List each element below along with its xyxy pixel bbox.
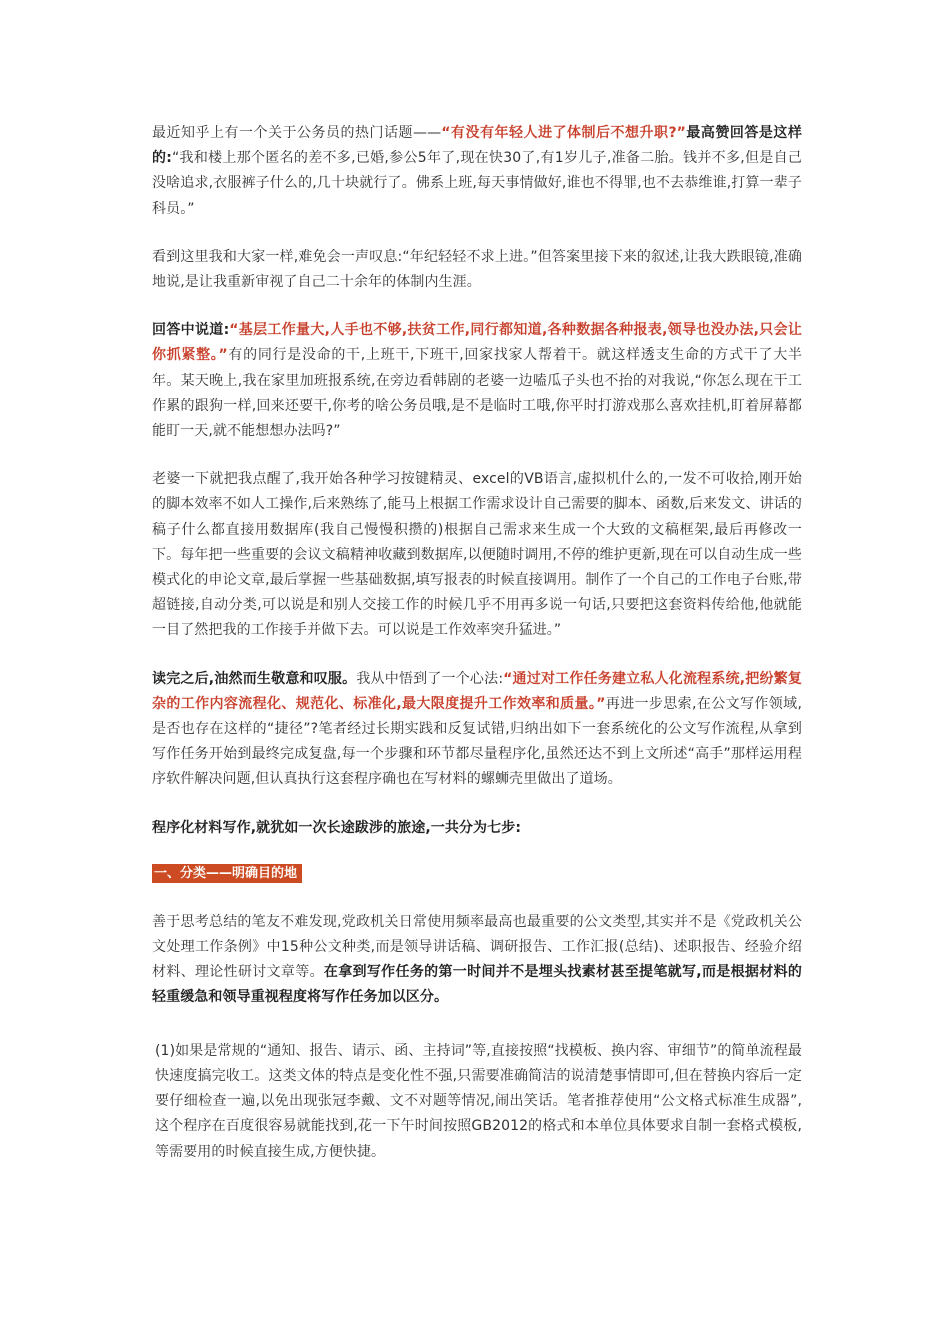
seven-steps-text: 程序化材料写作,就犹如一次长途跋涉的旅途,一共分为七步: bbox=[152, 819, 522, 836]
paragraph-wife-advice bbox=[152, 467, 802, 643]
paragraph-seven-steps bbox=[152, 816, 802, 841]
intro-text: 最近知乎上有一个关于公务员的热门话题—— bbox=[152, 125, 442, 141]
insight-mid: 我从中悟到了一个心法: bbox=[356, 670, 504, 687]
answer-lead: 回答中说道: bbox=[152, 322, 230, 339]
top-answer-lead: 最高赞回答是这样的: bbox=[152, 125, 802, 167]
reaction-text: 看到这里我和大家一样,难免会一声叹息:“年纪轻轻不求上进。”但答案里接下来的叙述,让我大跌眼镜,准确地说,是让我重新审视了自己二十余年的体制内生涯。 bbox=[152, 248, 802, 291]
paragraph-classification bbox=[152, 910, 802, 1011]
paragraph-routine-documents bbox=[152, 1039, 802, 1165]
wife-advice-text: 老婆一下就把我点醒了,我开始各种学习按键精灵、excel的VB语言,虚拟机什么的,一发不可收拾,刚开始的脚本效率不如人工操作,后来熟练了,能马上根据工作需求设计自己需要的脚本、函数,后来发文、讲话的稿子什么都直接用数据库(我自己慢慢积攒的)根据自己需求来生成一个大致的文稿框架,最后再修改一下。每年把一些重要的会议文稿精神收藏到数据库,以便随时调用,不停的维护更新,现在可以自动生成一些模式化的申论文章,最后掌握一些基础数据,填写报表的时候直接调用。制作了一个自己的工作电子台账,带超链接,自动分类,可以说是和别人交接工作的时候几乎不用再多说一句话,只要把这套资料传给他,他就能一目了然把我的工作接手并做下去。可以说是工作效率突升猛进。” bbox=[152, 471, 802, 639]
insight-text: 再进一步思索,在公文写作领域,是否也存在这样的“捷径”?笔者经过长期实践和反复试错,归纳出如下一套系统化的公文写作流程,从拿到写作任务开始到最终完成复盘,每一个步骤和环节都尽量程序化,虽然还达不到上文所述“高手”那样运用程序软件解决问题,但认真执行这套程序确也在写材料的螺蛳壳里做出了道场。 bbox=[152, 695, 802, 788]
paragraph-reaction bbox=[152, 245, 802, 295]
top-answer-quote: “我和楼上那个匿名的差不多,已婚,参公5年了,现在快30了,有1岁儿子,准备二胎。钱并不多,但是自己没啥追求,衣服裤子什么的,几十块就行了。佛系上班,每天事情做好,谁也不得罪,也不去恭维谁,打算一辈子科员。” bbox=[152, 150, 802, 217]
classification-emphasis: 在拿到写作任务的第一时间并不是埋头找素材甚至提笔就写,而是根据材料的轻重缓急和领导重视程度将写作任务加以区分。 bbox=[152, 964, 802, 1006]
paragraph-insight bbox=[152, 667, 802, 793]
insight-lead: 读完之后,油然而生敬意和叹服。 bbox=[152, 670, 357, 687]
routine-documents-text: (1)如果是常规的“通知、报告、请示、函、主持词”等,直接按照“找模板、换内容、审细节”的简单流程最快速度搞完收工。这类文体的特点是变化性不强,只需要准确简洁的说清楚事情即可,但在替换内容后一定要仔细检查一遍,以免出现张冠李戴、文不对题等情况,闹出笑话。笔者推荐使用“公文格式标准生成器”,这个程序在百度很容易就能找到,花一下午时间按照GB2012的格式和本单位具体要求自制一套格式模板,等需要用的时候直接生成,方便快捷。 bbox=[155, 1042, 802, 1160]
answer-story: 有的同行是没命的干,上班干,下班干,回家找家人帮着干。就这样透支生命的方式干了大半年。某天晚上,我在家里加班报系统,在旁边看韩剧的老婆一边嗑瓜子头也不抬的对我说,“你怎么现在干工作累的跟狗一样,回来还要干,你考的啥公务员哦,是不是临时工哦,你平时打游戏那么喜欢挂机,盯着屏幕都能盯一天,就不能想想办法吗?” bbox=[152, 347, 802, 440]
section-heading-classify: 一、分类——明确目的地 bbox=[152, 864, 302, 883]
answer-quote-highlight: “基层工作量大,人手也不够,扶贫工作,同行都知道,各种数据各种报表,领导也没办法,只会让你抓紧整。” bbox=[152, 322, 803, 364]
topic-question-highlight: “有没有年轻人进了体制后不想升职?” bbox=[441, 125, 686, 141]
classification-text: 善于思考总结的笔友不难发现,党政机关日常使用频率最高也最重要的公文类型,其实并不是《党政机关公文处理工作条例》中15种公文种类,而是领导讲话稿、调研报告、工作汇报(总结)、述职报告、经验介绍材料、理论性研讨文章等。 bbox=[152, 913, 802, 981]
article-body bbox=[152, 121, 802, 1165]
paragraph-intro bbox=[152, 121, 802, 222]
insight-method-highlight: “通过对工作任务建立私人化流程系统,把纷繁复杂的工作内容流程化、规范化、标准化,最大限度提升工作效率和质量。” bbox=[152, 670, 802, 712]
section-heading-wrap bbox=[152, 862, 802, 883]
paragraph-answer bbox=[152, 318, 802, 444]
